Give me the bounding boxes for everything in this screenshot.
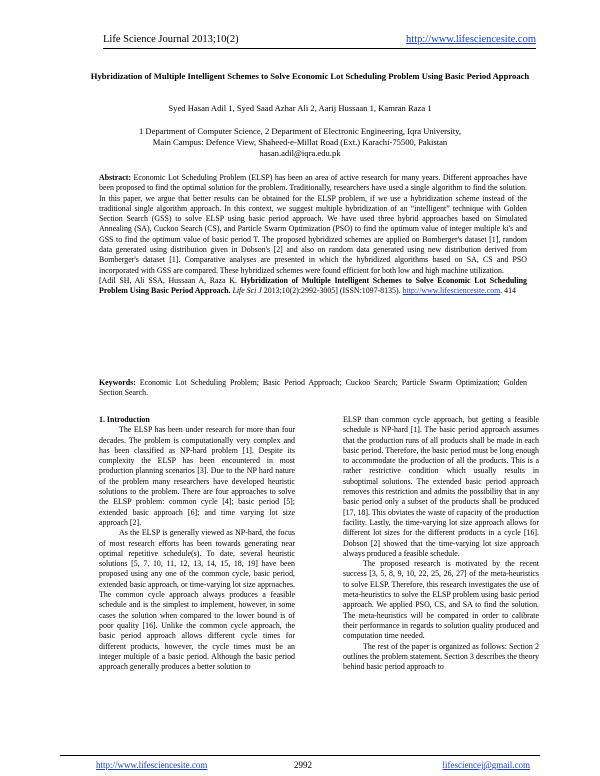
footer-rule bbox=[60, 755, 540, 756]
right-column bbox=[343, 415, 539, 672]
citation-title: Hybridization of Multiple Intelligent Schemes to Solve Economic Lot Scheduling Problem Using Basic Period Approach. bbox=[99, 275, 527, 296]
paragraph: The ELSP has been under research for more than four decades. The problem is computationally very complex and has been classified as NP-hard problem [1]. Despite its complexity the ELSP has been encountered in most production planning scenarios [3]. Due to the NP hard nature of the problem many researchers have developed heuristic solutions to the problem. There are four approaches to solve the ELSP problem: common cycle [4]; basic period [5]; extended basic approach [6]; and time varying lot size approach [2]. bbox=[99, 425, 295, 527]
keywords-text: Economic Lot Scheduling Problem; Basic Period Approach; Cuckoo Search; Particle Swarm Optimization; Golden Section Search. bbox=[99, 378, 527, 398]
abstract-label: Abstract: bbox=[99, 173, 131, 182]
abstract-text: Economic Lot Scheduling Problem (ELSP) has been an area of active research for many years. Different approaches have been proposed to find the optimal solution for the problem. Traditionally, researchers have used a single algorithm to find the solution. In this paper, we argue that better results can be obtained for the ELSP problem, if we use a hybridization scheme instead of the traditional single algorithm approach. In this context, we suggest multiple hybridization of an “intelligent” technique with Golden Section Search (GSS) to solve ELSP using basic period approach. We have used three hybrid approaches based on Simulated Annealing (SA), Cuckoo Search (CS), and Particle Swarm Optimization (PSO) to find the optimum value of integer multiple ki's and GSS to find the optimum value of basic period T. The proposed hybridized schemes are applied on Bomberger's dataset [1], random data generated using distribution given in Dobson's [2] and also on random data generated using new distribution derived from Bomberger's dataset [1]. Comparative analyses are presented in which the hybridized algorithms based on SA, CS and PSO incorporated with GSS are compared. These hybridized schemes were found efficient for both low and high machine utilization. bbox=[99, 173, 527, 275]
citation bbox=[99, 276, 527, 297]
citation-details: 2013;10(2):2992-3005] (ISSN:1097-8135). bbox=[263, 286, 401, 296]
page-number: 2992 bbox=[294, 760, 312, 770]
header-url-link[interactable]: http://www.lifesciencesite.com bbox=[406, 34, 536, 45]
affiliation-line-2: Main Campus: Defence View, Shaheed-e-Millat Road (Ext.) Karachi-75500, Pakistan bbox=[152, 137, 448, 147]
citation-url-link[interactable]: http://www.lifesciencesite.com bbox=[402, 286, 501, 296]
citation-journal: Life Sci J bbox=[232, 286, 262, 296]
footer-url-link[interactable]: http://www.lifesciencesite.com bbox=[96, 760, 208, 770]
author-list: Syed Hasan Adil 1, Syed Saad Azhar Ali 2, Aarij Hussaan 1, Kamran Raza 1 bbox=[168, 103, 432, 113]
affiliation bbox=[60, 126, 540, 159]
paragraph: As the ELSP is generally viewed as NP-hard, the focus of most research efforts has been towards generating near optimal repetitive schedule(s). To date, several heuristic solutions [5, 7, 10, 11, 12, 13, 14, 15, 18, 19] have been proposed using any one of the common cycle, basic period, extended basic approach, or time-varying lot size approaches. The common cycle approach always produces a feasible schedule and is the simplest to implement, however, in some cases the solution when compared to the lower bound is of poor quality [16]. Unlike the common cycle approach, the basic period approach allows different cycle times for different products, however, the cycle times must be an integer multiple of a basic period. Although the basic period approach generally produces a better solution to bbox=[99, 528, 295, 672]
header-rule bbox=[103, 48, 536, 49]
abstract bbox=[99, 173, 527, 297]
page-footer bbox=[60, 760, 540, 772]
keywords-label: Keywords: bbox=[99, 378, 136, 387]
paragraph: The rest of the paper is organized as follows: Section 2 outlines the problem statement. Section 3 describes the theory behind basic period approach to bbox=[343, 641, 539, 672]
section-heading-introduction: 1. Introduction bbox=[99, 415, 150, 424]
citation-page: . 414 bbox=[500, 286, 516, 296]
keywords bbox=[99, 378, 527, 399]
running-header bbox=[103, 34, 536, 48]
footer-email-link[interactable]: lifesciencej@gmail.com bbox=[442, 760, 530, 770]
left-column bbox=[99, 415, 295, 672]
paragraph: ELSP than common cycle approach, but getting a feasible schedule is NP-hard [1]. The basic period approach assumes that the production runs of all products shall be made in each basic period. Therefore, the basic period must be long enough to accommodate the production of all the products. This is a rather restrictive condition which usually results in suboptimal solutions. The extended basic period approach removes this restriction and admits the possibility that in any basic period only a subset of the products shall be produced [17, 18]. This obviates the waste of capacity of the production facility. Lastly, the time-varying lot size approach allows for different lot sizes for the different products in a cycle [16]. Dobson [2] showed that the time-varying lot size approach always produced a feasible schedule. bbox=[343, 415, 539, 558]
affiliation-line-1: 1 Department of Computer Science, 2 Department of Electronic Engineering, Iqra University, bbox=[138, 126, 462, 136]
paragraph: The proposed research is motivated by the recent success [3, 5, 8, 9, 10, 22, 25, 26, 27] of the meta-heuristics to solve ELSP. Therefore, this research investigates the use of meta-heuristics to solve the ELSP problem using basic period approach. We applied PSO, CS, and SA to find the solution. The meta-heuristics will be compared in order to calibrate their performance in regards to solution quality produced and computation time needed. bbox=[343, 559, 539, 641]
citation-authors: [Adil SH, Ali SSA, Hussaan A, Raza K. bbox=[99, 275, 237, 285]
paper-title: Hybridization of Multiple Intelligent Schemes to Solve Economic Lot Scheduling Problem Using Basic Period Approach bbox=[90, 71, 530, 81]
email-address: hasan.adil@iqra.edu.pk bbox=[259, 148, 341, 158]
journal-name: Life Science Journal 2013;10(2) bbox=[103, 34, 239, 45]
